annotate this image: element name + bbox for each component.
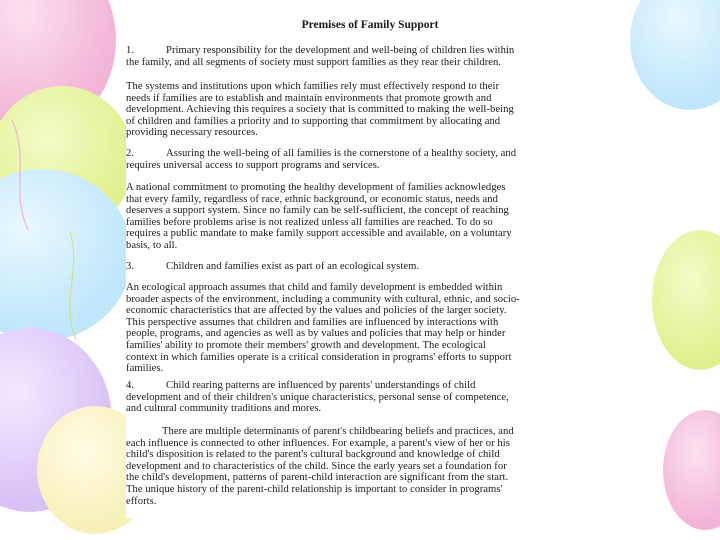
balloon-blue-right xyxy=(630,0,720,110)
document-page xyxy=(126,18,614,518)
paragraph-line: families' ability to promote their members' growth and development. The ecological xyxy=(126,339,486,351)
paragraph-line: development and to characteristics of the child. Since the early years set a foundation for xyxy=(126,460,507,472)
paragraph-line: deserves a support system. Since no family can be self-sufficient, the concept of reaching xyxy=(126,205,509,217)
paragraph-line: efforts. xyxy=(126,495,157,507)
paragraph-line: economic characteristics that are affected by the values and policies of the larger society. xyxy=(126,305,507,317)
paragraph-line: broader aspects of the environment, including a community with cultural, ethnic, and socio- xyxy=(126,293,520,305)
paragraph-line: families. xyxy=(126,363,164,375)
paragraph-determinants xyxy=(126,426,614,507)
balloon-pink-right xyxy=(663,410,720,530)
paragraph-line: basis, to all. xyxy=(126,239,178,251)
premise-4-line: and cultural community traditions and mores. xyxy=(126,403,322,415)
paragraph-line: development. Achieving this requires a society that is committed to making the well-being xyxy=(126,104,514,116)
paragraph-line: The unique history of the parent-child relationship is important to consider in programs' xyxy=(126,483,503,495)
paragraph-line: The systems and institutions upon which families rely must effectively respond to their xyxy=(126,81,500,92)
paragraph-line: An ecological approach assumes that child and family development is embedded within xyxy=(126,282,503,293)
premise-1-line: 1. Primary responsibility for the development and well-being of children lies within xyxy=(126,45,515,56)
premise-1-line: the family, and all segments of society must support families as they rear their children. xyxy=(126,56,502,68)
premise-3-line: 3. Children and families exist as part of an ecological system. xyxy=(126,261,420,272)
paragraph-line: context in which families operate is a critical consideration in programs' efforts to support xyxy=(126,351,512,363)
paragraph-line: each influence is connected to other influences. For example, a parent's view of her or his xyxy=(126,437,510,449)
premise-number: 2. xyxy=(126,148,135,159)
premise-1 xyxy=(126,45,614,68)
paragraph-systems xyxy=(126,81,614,139)
premise-3 xyxy=(126,261,614,273)
paragraph-line: people, programs, and agencies as well as by values and policies that may help or hinder xyxy=(126,328,506,340)
paragraph-line: families before problems arise is not realized unless all families are reached. To do so xyxy=(126,216,493,228)
premise-2-line: requires universal access to support programs and services. xyxy=(126,159,380,171)
paragraph-ecological xyxy=(126,282,614,375)
premise-2-line: 2. Assuring the well-being of all families is the cornerstone of a healthy society, and xyxy=(126,148,517,159)
premise-4-line: 4. Child rearing patterns are influenced by parents' understandings of child xyxy=(126,380,476,391)
premise-2 xyxy=(126,148,614,171)
premise-number: 4. xyxy=(126,380,135,391)
paragraph-line: A national commitment to promoting the healthy development of families acknowledges xyxy=(126,182,506,193)
premise-4-line: development and of their children's unique characteristics, personal sense of competence, xyxy=(126,391,509,403)
paragraph-line: the child's development, patterns of parent-child interaction are significant from the start. xyxy=(126,472,509,484)
paragraph-line: needs if families are to establish and maintain environments that promote growth and xyxy=(126,92,492,104)
paragraph-line: that every family, regardless of race, ethnic background, or economic status, needs and xyxy=(126,193,498,205)
paragraph-line: providing necessary resources. xyxy=(126,127,258,139)
page-title: Premises of Family Support xyxy=(301,19,439,31)
paragraph-national-commitment xyxy=(126,182,614,252)
premise-number: 1. xyxy=(126,45,135,56)
balloon-lime-right xyxy=(652,230,720,370)
paragraph-line: of children and families a priority and to supporting that commitment by allocating and xyxy=(126,115,501,127)
premise-number: 3. xyxy=(126,261,135,272)
paragraph-line: child's disposition is related to the parent's cultural background and knowledge of child xyxy=(126,449,500,461)
premise-4 xyxy=(126,380,614,415)
paragraph-line: requires a public mandate to make family support accessible and available, on a voluntary xyxy=(126,228,512,240)
paragraph-line: There are multiple determinants of parent's childbearing beliefs and practices, and xyxy=(162,426,514,437)
paragraph-line: This perspective assumes that children and families are influenced by interactions with xyxy=(126,316,499,328)
